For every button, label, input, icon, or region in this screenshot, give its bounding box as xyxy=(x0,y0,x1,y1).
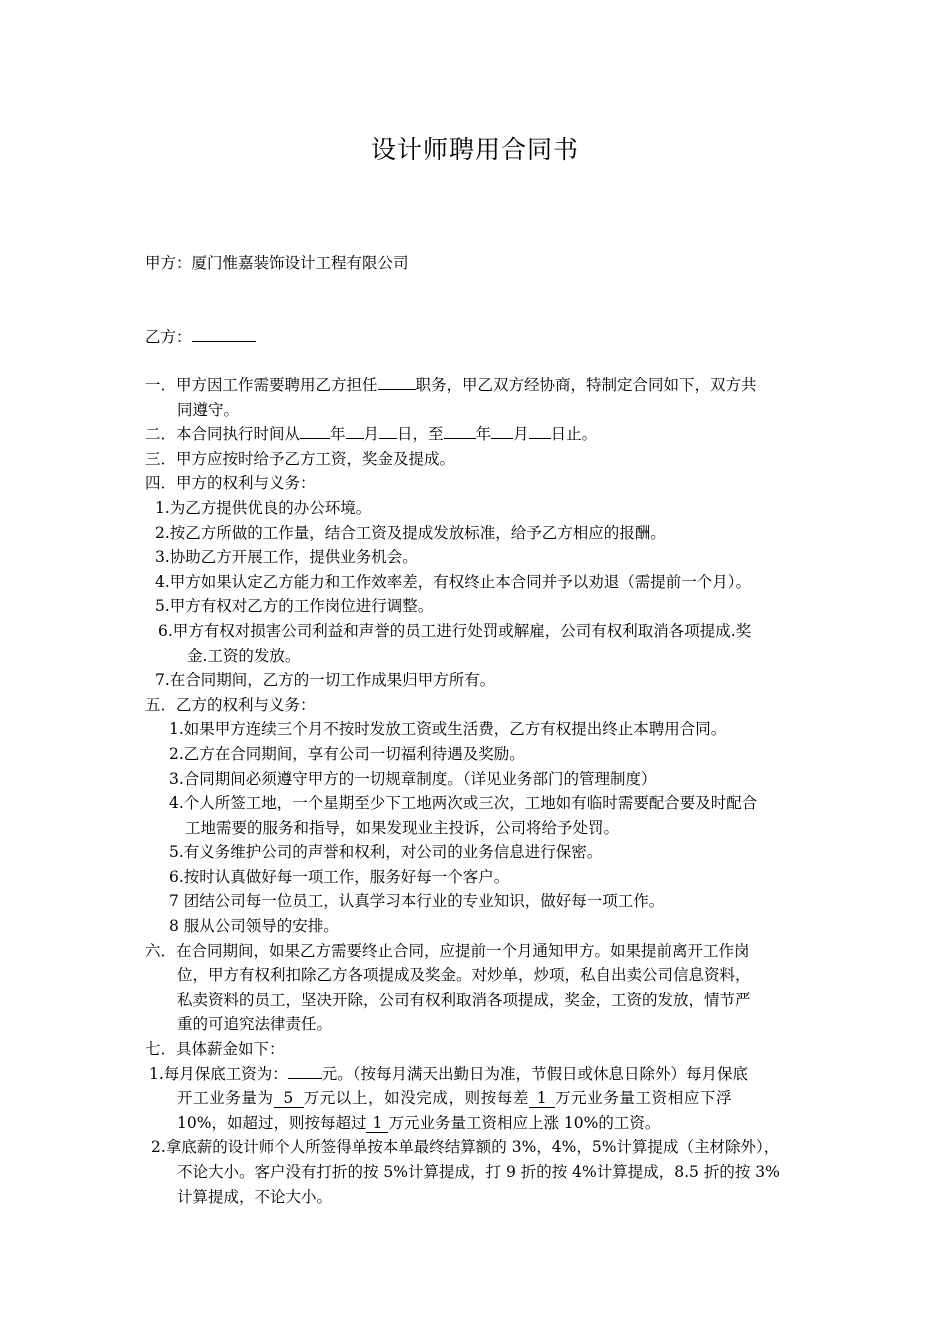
page-title: 设计师聘用合同书 xyxy=(370,135,579,164)
clause-1-line-1: 一．甲方因工作需要聘用乙方担任 职务，甲乙双方经协商，特制定合同如下，双方共 xyxy=(145,376,757,394)
clause-7-item-1: 1.每月保底工资为： 元。（按每月满天出勤日为准，节假日或休息日除外）每月保底 xyxy=(149,1064,749,1083)
clause-5-item-5: 5.有义务维护公司的声誉和权利，对公司的业务信息进行保密。 xyxy=(169,843,603,862)
start-year-blank xyxy=(300,423,330,439)
clause-4-item-4: 4.甲方如果认定乙方能力和工作效率差，有权终止本合同并予以劝退（需提前一个月）。 xyxy=(155,572,752,591)
clause-4-item-2: 2.按乙方所做的工作量，结合工资及提成发放标准，给予乙方相应的报酬。 xyxy=(155,523,666,542)
clause-6-line-3: 私卖资料的员工，坚决开除，公司有权利取消各项提成，奖金，工资的发放，情节严 xyxy=(177,990,751,1009)
clause-1-line-2: 同遵守。 xyxy=(177,400,240,419)
position-blank xyxy=(378,374,416,390)
start-day-blank xyxy=(379,423,397,439)
base-salary-blank xyxy=(288,1063,322,1079)
party-b-blank xyxy=(192,326,256,342)
clause-7-item-1-cont-1: 开工业务量为 5 万元以上，如没完成，则按每差 1 万元业务量工资相应下浮 xyxy=(177,1089,733,1108)
clause-5-item-8: 8 服从公司领导的安排。 xyxy=(169,917,339,936)
clause-7-item-1-cont-2: 10%，如超过，则按每超过 1 万元业务量工资相应上涨 10%的工资。 xyxy=(177,1113,661,1132)
clause-5-heading: 五．乙方的权利与义务： xyxy=(145,695,316,714)
clause-5-item-3: 3.合同期间必须遵守甲方的一切规章制度。（详见业务部门的管理制度） xyxy=(169,769,657,788)
clause-4-item-5: 5.甲方有权对乙方的工作岗位进行调整。 xyxy=(155,597,434,616)
clause-5-item-4-cont: 工地需要的服务和指导，如果发现业主投诉，公司将给予处罚。 xyxy=(185,818,620,837)
end-month-blank xyxy=(491,423,513,439)
clause-4-item-1: 1.为乙方提供优良的办公环境。 xyxy=(155,498,372,517)
quota-value: 5 xyxy=(274,1090,304,1108)
shortfall-unit-value: 1 xyxy=(529,1090,555,1108)
party-b-label: 乙方： xyxy=(145,328,192,346)
clause-4-item-6-cont: 金.工资的发放。 xyxy=(187,646,301,665)
clause-7-item-2-cont-2: 计算提成，不论大小。 xyxy=(177,1187,333,1206)
clause-6-line-4: 重的可追究法律责任。 xyxy=(177,1015,333,1034)
clause-2: 二．本合同执行时间从 年 月 日，至 年 月 日止。 xyxy=(145,425,598,444)
clause-5-item-7: 7 团结公司每一位员工，认真学习本行业的专业知识，做好每一项工作。 xyxy=(169,892,665,911)
end-year-blank xyxy=(444,423,476,439)
contract-body xyxy=(145,373,811,1209)
clause-4-heading: 四．甲方的权利与义务： xyxy=(145,474,316,493)
clause-5-item-1: 1.如果甲方连续三个月不按时发放工资或生活费，乙方有权提出终止本聘用合同。 xyxy=(169,720,727,739)
clause-5-item-2: 2.乙方在合同期间，享有公司一切福利待遇及奖励。 xyxy=(169,744,525,763)
clause-6-line-2: 位，甲方有权利扣除乙方各项提成及奖金。对炒单，炒项，私自出卖公司信息资料， xyxy=(177,966,751,985)
clause-5-item-4: 4.个人所签工地，一个星期至少下工地两次或三次，工地如有临时需要配合要及时配合 xyxy=(169,794,758,813)
party-a-line: 甲方：厦门惟嘉装饰设计工程有限公司 xyxy=(145,254,409,272)
clause-5-item-6: 6.按时认真做好每一项工作，服务好每一个客户。 xyxy=(169,867,510,886)
clause-4-item-6: 6.甲方有权对损害公司利益和声誉的员工进行处罚或解雇，公司有权利取消各项提成.奖 xyxy=(158,621,752,640)
clause-4-item-7: 7.在合同期间，乙方的一切工作成果归甲方所有。 xyxy=(155,671,496,690)
clause-7-heading: 七．具体薪金如下： xyxy=(145,1040,285,1059)
excess-unit-value: 1 xyxy=(366,1115,388,1133)
start-month-blank xyxy=(346,423,364,439)
clause-6-line-1: 六．在合同期间，如果乙方需要终止合同，应提前一个月通知甲方。如果提前离开工作岗 xyxy=(145,941,750,960)
clause-7-item-2-cont-1: 不论大小。客户没有打折的按 5%计算提成，打 9 折的按 4%计算提成，8.5 折的按 3% xyxy=(177,1163,780,1181)
clause-3: 三．甲方应按时给予乙方工资，奖金及提成。 xyxy=(145,449,456,468)
party-b-line xyxy=(145,325,256,349)
clause-4-item-3: 3.协助乙方开展工作，提供业务机会。 xyxy=(155,548,418,567)
end-day-blank xyxy=(529,423,551,439)
clause-7-item-2: 2.拿底薪的设计师个人所签得单按本单最终结算额的 3%，4%，5%计算提成（主材除外）， xyxy=(151,1138,780,1157)
